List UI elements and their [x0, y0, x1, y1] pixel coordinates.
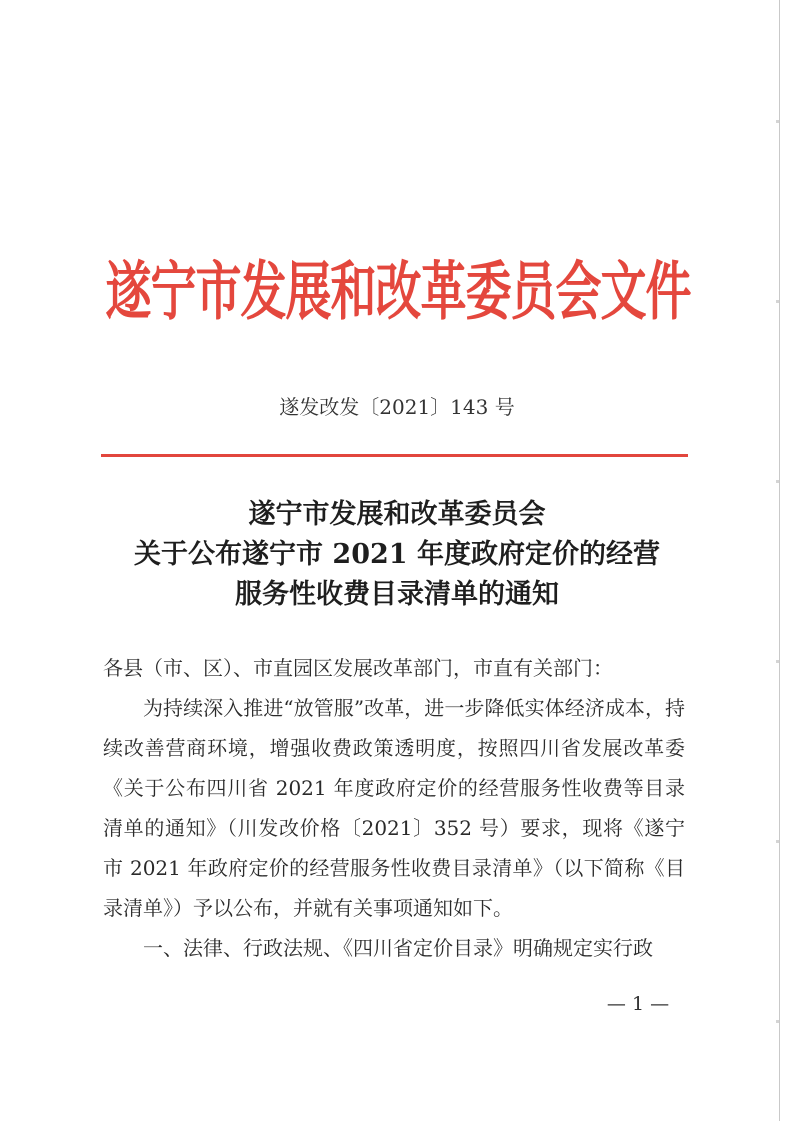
paragraph-intro: 为持续深入推进“放管服”改革，进一步降低实体经济成本，持续改善营商环境，增强收费政策透明度，按照四川省发展改革委《关于公布四川省 2021 年度政府定价的经营服务性收费等目录清单的通知》（川发改价格〔2021〕352 号）要求，现将《遂宁市 2021 年政府定价的经营服务性收费目录清单》（以下简称《目录清单》）予以公布，并就有关事项通知如下。 [103, 696, 685, 920]
salutation: 各县（市、区）、市直园区发展改革部门，市直有关部门： [103, 656, 613, 680]
document-title [80, 495, 714, 615]
document-number: 遂发改发〔2021〕143 号 [279, 395, 515, 419]
title-line-1: 遂宁市发展和改革委员会 [248, 499, 546, 530]
document-body [103, 648, 685, 968]
issuer-heading: 遂宁市发展和改革委员会文件 [105, 254, 691, 329]
paragraph-item-one: 一、法律、行政法规、《四川省定价目录》明确规定实行政 [143, 936, 653, 960]
scan-speck [776, 840, 779, 843]
scan-edge-line [779, 0, 780, 1121]
page-number: — 1 — [606, 993, 670, 1015]
scan-speck [776, 120, 779, 123]
title-line-2: 关于公布遂宁市 2021 年度政府定价的经营 [134, 539, 660, 570]
title-line-3: 服务性收费目录清单的通知 [235, 579, 559, 610]
scan-speck [776, 300, 779, 303]
scan-speck [776, 660, 779, 663]
red-separator-line [101, 454, 688, 457]
scan-speck [776, 1020, 779, 1023]
scan-speck [776, 480, 779, 483]
